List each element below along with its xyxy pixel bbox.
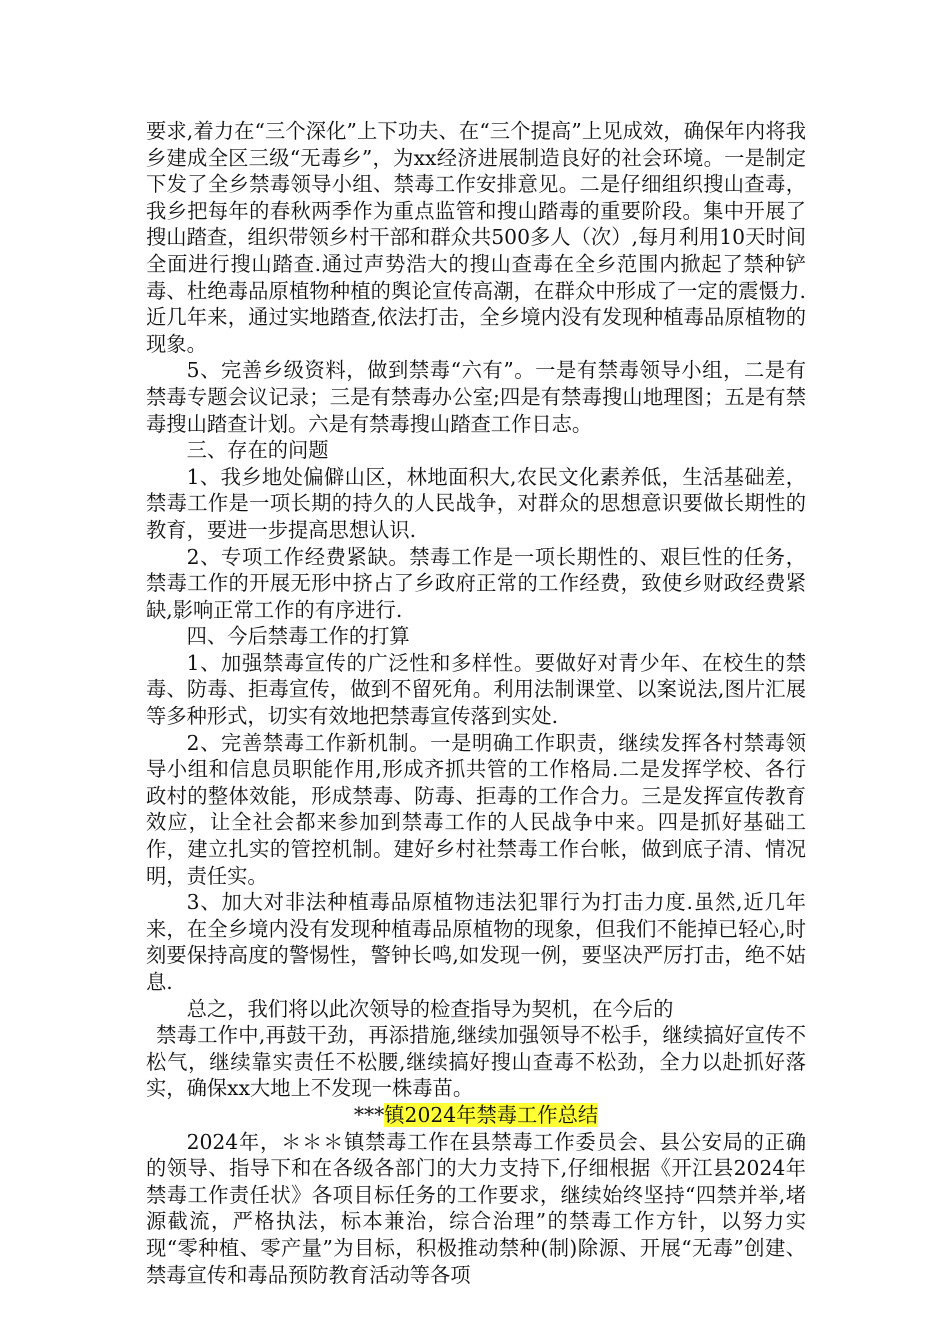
heading-plans: 四、今后禁毒工作的打算 bbox=[186, 624, 410, 649]
paragraph-summary: 2024年，＊＊＊镇禁毒工作在县禁毒工作委员会、县公安局的正确的领导、指导下和在各级各部门的大力支持下,仔细根据《开江县2024年禁毒工作责任状》各项目标任务的工作要求，继续始终坚持“四禁并举,堵源截流，严格执法，标本兼治，综合治理”的禁毒工作方针，以努力实现“零种植、零产量”为目标，积极推动禁种(制)除源、开展“无毒”创建、禁毒宣传和毒品预防教育活动等各项 bbox=[146, 1129, 806, 1287]
section-title bbox=[146, 1102, 806, 1129]
paragraph-plan-3: 3、加大对非法种植毒品原植物违法犯罪行为打击力度.虽然,近几年来，在全乡境内没有发现种植毒品原植物的现象，但我们不能掉已轻心,时刻要保持高度的警惕性，警钟长鸣,如发现一例，要坚决严厉打击，绝不姑息. bbox=[146, 890, 806, 994]
section-title-prefix: *** bbox=[353, 1102, 385, 1127]
section-title-highlight: 镇2024年禁毒工作总结 bbox=[384, 1102, 599, 1127]
document-page bbox=[146, 118, 806, 1288]
paragraph-conclusion: 禁毒工作中,再鼓干劲，再添措施,继续加强领导不松手，继续搞好宣传不松气，继续靠实责任不松腰,继续搞好搜山查毒不松劲，全力以赴抓好落实，确保xx大地上不发现一株毒苗。 bbox=[146, 1023, 806, 1101]
paragraph-problem-1: 1、我乡地处偏僻山区，林地面积大,农民文化素养低，生活基础差，禁毒工作是一项长期的持久的人民战争，对群众的思想意识要做长期性的教育，要进一步提高思想认识. bbox=[146, 464, 806, 542]
paragraph-plan-1: 1、加强禁毒宣传的广泛性和多样性。要做好对青少年、在校生的禁毒、防毒、拒毒宣传，做到不留死角。利用法制课堂、以案说法,图片汇展等多种形式，切实有效地把禁毒宣传落到实处. bbox=[146, 650, 806, 729]
paragraph-item-5: 5、完善乡级资料，做到禁毒“六有”。一是有禁毒领导小组，二是有禁毒专题会议记录；三是有禁毒办公室;四是有禁毒搜山地理图；五是有禁毒搜山踏查计划。六是有禁毒搜山踏查工作日志。 bbox=[146, 358, 806, 436]
paragraph-problem-2: 2、专项工作经费紧缺。禁毒工作是一项长期性的、艰巨性的任务，禁毒工作的开展无形中挤占了乡政府正常的工作经费，致使乡财政经费紧缺,影响正常工作的有序进行. bbox=[146, 544, 806, 622]
paragraph-plan-2: 2、完善禁毒工作新机制。一是明确工作职责，继续发挥各村禁毒领导小组和信息员职能作用,形成齐抓共管的工作格局.二是发挥学校、各行政村的整体效能，形成禁毒、防毒、拒毒的工作合力。三是发挥宣传教育效应，让全社会都来参加到禁毒工作的人民战争中来。四是抓好基础工作，建立扎实的管控机制。建好乡村社禁毒工作台帐，做到底子清、情况明，责任实。 bbox=[146, 730, 806, 888]
paragraph-conclusion-lead: 总之，我们将以此次领导的检查指导为契机，在今后的 bbox=[186, 996, 674, 1021]
paragraph-intro: 要求,着力在“三个深化”上下功夫、在“三个提高”上见成效，确保年内将我乡建成全区三级“无毒乡”，为xx经济进展制造良好的社会环境。一是制定下发了全乡禁毒领导小组、禁毒工作安排意见。二是仔细组织搜山查毒，我乡把每年的春秋两季作为重点监管和搜山踏毒的重要阶段。集中开展了搜山踏查，组织带领乡村干部和群众共500多人（次）,每月利用10天时间全面进行搜山踏查.通过声势浩大的搜山查毒在全乡范围内掀起了禁种铲毒、杜绝毒品原植物种植的舆论宣传高潮，在群众中形成了一定的震慑力.近几年来，通过实地踏查,依法打击，全乡境内没有发现种植毒品原植物的现象。 bbox=[146, 119, 806, 356]
heading-problems: 三、存在的问题 bbox=[186, 438, 329, 463]
